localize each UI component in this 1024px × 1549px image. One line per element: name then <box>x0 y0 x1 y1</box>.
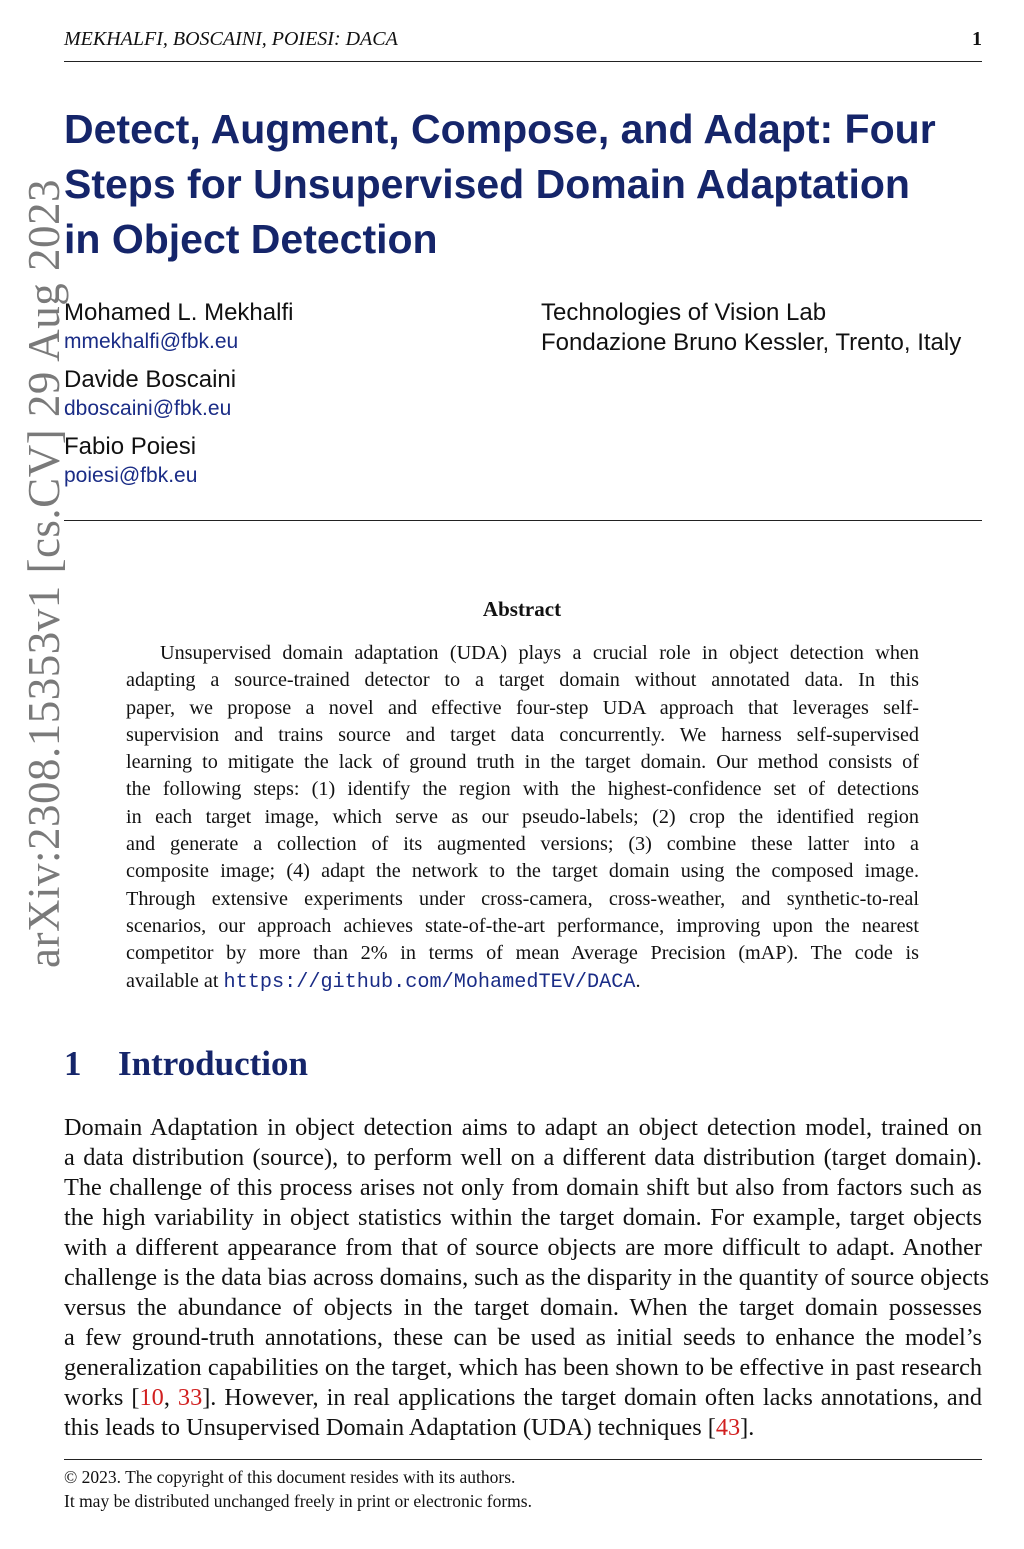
abstract-heading: Abstract <box>482 597 562 621</box>
intro-line: a data distribution (source), to perform well on a different data distribution (target domain). <box>64 1144 982 1171</box>
abstract-body <box>126 640 919 995</box>
intro-text: ]. However, in real applications the target domain often lacks annotations, and <box>202 1384 982 1411</box>
abstract-line: supervision and trains source and target data concurrently. We harness self-supervised <box>126 723 919 746</box>
author-email-link[interactable]: dboscaini@fbk.eu <box>64 397 232 420</box>
abstract-text: . <box>635 969 641 992</box>
intro-body <box>64 1113 990 1443</box>
abstract-line: and generate a collection of its augmented versions; (3) combine these latter into a <box>126 833 919 856</box>
running-header <box>64 26 982 56</box>
intro-text: this leads to Unsupervised Domain Adaptation (UDA) techniques [ <box>64 1414 716 1441</box>
affiliation-lab: Technologies of Vision Lab <box>541 299 827 326</box>
intro-line: with a different appearance from that of source objects are more difficult to adapt. Another <box>64 1234 982 1261</box>
abstract-line: the following steps: (1) identify the region with the highest-confidence set of detections <box>126 778 919 801</box>
author-boscaini <box>64 365 236 423</box>
intro-line-citations <box>64 1383 982 1413</box>
abstract-line: composite image; (4) adapt the network to the target domain using the composed image. <box>126 860 919 883</box>
section-title: Introduction <box>118 1044 308 1083</box>
abstract-line: competitor by more than 2% in terms of mean Average Precision (mAP). The code is <box>126 942 919 965</box>
abstract-text: available at <box>126 969 224 992</box>
intro-text: works [ <box>64 1384 140 1411</box>
copyright-line: © 2023. The copyright of this document resides with its authors. <box>64 1467 516 1487</box>
author-name: Mohamed L. Mekhalfi <box>64 299 294 326</box>
intro-line: versus the abundance of objects in the target domain. When the target domain possesses <box>64 1294 982 1321</box>
author-poiesi <box>64 432 197 490</box>
intro-text: , <box>163 1384 178 1411</box>
author-mekhalfi <box>64 298 293 356</box>
footer-rule <box>64 1459 982 1460</box>
page-number: 1 <box>972 28 982 50</box>
author-name: Davide Boscaini <box>64 366 237 393</box>
abstract-line: learning to mitigate the lack of ground truth in the target domain. Our method consists of <box>126 751 919 774</box>
paper-title <box>64 102 994 267</box>
author-email-link[interactable]: mmekhalfi@fbk.eu <box>64 330 239 353</box>
title-line: Steps for Unsupervised Domain Adaptation <box>64 161 910 207</box>
abstract-line: Through extensive experiments under cross-camera, cross-weather, and synthetic-to-real <box>126 887 919 910</box>
copyright-footer <box>64 1465 532 1513</box>
intro-line: challenge is the data bias across domains, such as the disparity in the quantity of source objects <box>64 1264 990 1291</box>
authors-rule <box>64 520 982 521</box>
affiliation <box>541 298 961 358</box>
citation-link[interactable]: 33 <box>177 1384 203 1411</box>
abstract-line: paper, we propose a novel and effective four-step UDA approach that leverages self- <box>126 696 919 719</box>
intro-line: Domain Adaptation in object detection aims to adapt an object detection model, trained on <box>64 1114 982 1141</box>
title-line: in Object Detection <box>64 216 438 262</box>
affiliation-institution: Fondazione Bruno Kessler, Trento, Italy <box>541 329 962 356</box>
running-title: MEKHALFI, BOSCAINI, POIESI: DACA <box>64 28 398 50</box>
header-rule <box>64 61 982 62</box>
arxiv-stamp: arXiv:2308.15353v1 [cs.CV] 29 Aug 2023 <box>19 179 69 968</box>
section-number: 1 <box>64 1044 82 1083</box>
abstract-line: adapting a source-trained detector to a target domain without annotated data. In this <box>126 669 919 692</box>
title-line: Detect, Augment, Compose, and Adapt: Four <box>64 106 936 152</box>
author-name: Fabio Poiesi <box>64 433 197 460</box>
intro-line: the high variability in object statistics within the target domain. For example, target objects <box>64 1204 982 1231</box>
abstract-line: Unsupervised domain adaptation (UDA) plays a crucial role in object detection when <box>160 642 919 664</box>
section-heading-introduction <box>64 1044 308 1084</box>
abstract-line: in each target image, which serve as our pseudo-labels; (2) crop the identified region <box>126 805 919 828</box>
citation-link[interactable]: 43 <box>715 1414 741 1441</box>
intro-line: The challenge of this process arises not only from domain shift but also from factors such as <box>64 1174 982 1201</box>
intro-line: a few ground-truth annotations, these can be used as initial seeds to enhance the model’s <box>64 1324 982 1351</box>
intro-text: ]. <box>740 1414 755 1441</box>
code-url-link[interactable]: https://github.com/MohamedTEV/DACA <box>223 970 636 994</box>
abstract-line: scenarios, our approach achieves state-of-the-art performance, improving upon the nearest <box>126 914 919 937</box>
abstract-last-line <box>126 968 919 995</box>
author-email-link[interactable]: poiesi@fbk.eu <box>64 464 198 487</box>
distribution-line: It may be distributed unchanged freely in print or electronic forms. <box>64 1491 532 1511</box>
citation-link[interactable]: 10 <box>139 1384 164 1411</box>
intro-line: generalization capabilities on the target, which has been shown to be effective in past research <box>64 1354 982 1381</box>
intro-line-final <box>64 1413 982 1443</box>
